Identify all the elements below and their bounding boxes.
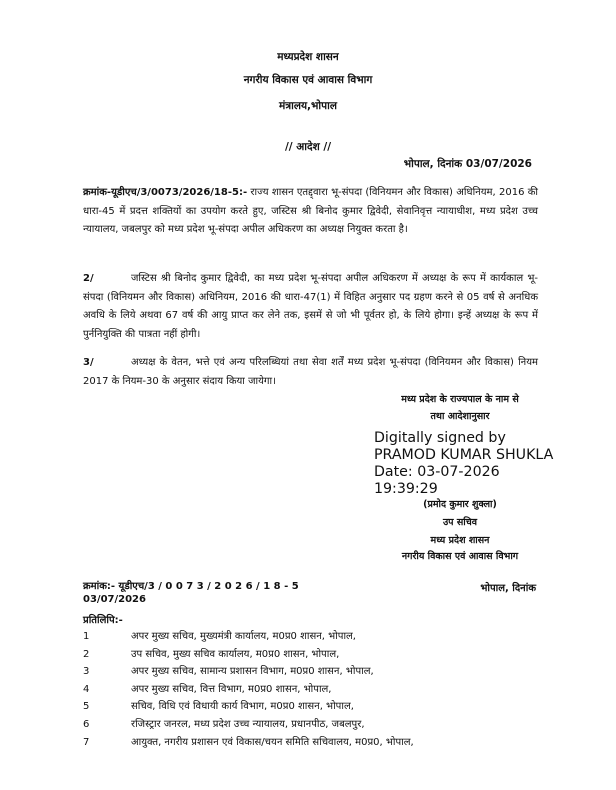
list-item-text: सचिव, विधि एवं विधायी कार्य विभाग, म0प्र0 शासन, भोपाल, xyxy=(131,701,354,713)
list-item-text: रजिस्ट्रार जनरल, मध्य प्रदेश उच्च न्यायालय, प्रधानपीठ, जबलपुर, xyxy=(131,718,365,730)
order-title: // आदेश // xyxy=(284,141,332,153)
signatory-government: मध्य प्रदेश शासन xyxy=(430,535,490,546)
digital-signature-date: Date: 03-07-2026 xyxy=(374,464,500,480)
list-item xyxy=(83,716,543,734)
list-item-number: 7 xyxy=(83,736,90,748)
list-item-number: 1 xyxy=(83,631,90,642)
digital-signature-signer: PRAMOD KUMAR SHUKLA xyxy=(374,447,554,463)
list-item-number: 3 xyxy=(83,666,90,678)
list-item-text: अपर मुख्य सचिव, सामान्य प्रशासन विभाग, म0प्र0 शासन, भोपाल, xyxy=(131,666,374,678)
list-item-number: 5 xyxy=(83,701,90,713)
digital-signature-block xyxy=(374,430,553,498)
endorsement-place: भोपाल, दिनांक xyxy=(480,583,536,594)
paragraph-2-number: 2/ xyxy=(83,273,94,284)
signatory-designation: उप सचिव xyxy=(442,517,478,528)
list-item xyxy=(83,734,543,752)
list-item xyxy=(83,646,543,664)
copies-label: प्रतिलिपि:- xyxy=(83,615,123,626)
paragraph-1-text: राज्य शासन एतद्द्वारा भू-संपदा (विनियमन और विकास) अधिनियम, 2016 की धारा-45 में प्रदत्त शक्तियों का उपयोग करते हुए, जस्टिस श्री बिनोद कुमार द्विवेदी, सेवानिवृत्त न्यायाधीश, मध्य प्रदेश उच्च न्यायालय, जबलपुर को मध्य प्रदेश भू-संपदा अपील अधिकरण का अध्यक्ष नियुक्त करता है। xyxy=(83,187,538,235)
list-item xyxy=(83,681,543,699)
endorsement-date: 03/07/2026 xyxy=(83,594,146,605)
paragraph-3-text: अध्यक्ष के वेतन, भत्ते एवं अन्य परिलब्धियां तथा सेवा शर्तें मध्य प्रदेश भू-संपदा (विनियमन और विकास) नियम 2017 के नियम-30 के अनुसार संदाय किया जायेगा। xyxy=(83,357,538,387)
list-item xyxy=(83,663,543,681)
digital-signature-time: 19:39:29 xyxy=(374,481,438,497)
list-item-number: 4 xyxy=(83,683,90,695)
signature-authority-line-2: तथा आदेशानुसार xyxy=(430,411,490,422)
signature-authority-line-1: मध्य प्रदेश के राज्यपाल के नाम से xyxy=(401,394,519,405)
order-place-date: भोपाल, दिनांक 03/07/2026 xyxy=(403,158,532,170)
copies-list xyxy=(83,628,543,751)
endorsement-reference: क्रमांक:- यूडीएच/3 / 0 0 7 3 / 2 0 2 6 / 1 8 - 5 xyxy=(83,581,299,592)
list-item-text: आयुक्त, नगरीय प्रशासन एवं विकास/चयन समिति सचिवालय, म0प्र0, भोपाल, xyxy=(131,736,414,748)
header-department: नगरीय विकास एवं आवास विभाग xyxy=(243,74,373,86)
paragraph-2-text: जस्टिस श्री बिनोद कुमार द्विवेदी, का मध्य प्रदेश भू-संपदा अपील अधिकरण में अध्यक्ष के रूप में कार्यकाल भू-संपदा (विनियमन और विकास) अधिनियम, 2016 की धारा-47(1) में विहित अनुसार पद ग्रहण करने से 05 वर्ष से अनधिक अवधि के लिये अथवा 67 वर्ष की आयु प्राप्त कर लेने तक, इसमें से जो भी पूर्वतर हो, के लिये होगा। इन्हें अध्यक्ष के रूप में पुर्ननियुक्ति की पात्रता नहीं होगी। xyxy=(83,273,538,340)
order-reference: क्रमांक-यूडीएच/3/0073/2026/18-5:- xyxy=(83,187,248,198)
paragraph-1 xyxy=(83,184,538,240)
header-government: मध्यप्रदेश शासन xyxy=(277,51,339,63)
list-item-number: 6 xyxy=(83,718,90,730)
list-item-text: अपर मुख्य सचिव, मुख्यमंत्री कार्यालय, म0प्र0 शासन, भोपाल, xyxy=(131,631,356,642)
list-item xyxy=(83,628,543,646)
digital-signature-line: Digitally signed by xyxy=(374,430,506,446)
paragraph-2 xyxy=(83,270,538,344)
paragraph-3 xyxy=(83,354,538,391)
list-item-number: 2 xyxy=(83,648,90,660)
signatory-name: (प्रमोद कुमार शुक्ला) xyxy=(423,499,497,510)
list-item xyxy=(83,698,543,716)
list-item-text: अपर मुख्य सचिव, वित्त विभाग, म0प्र0 शासन, भोपाल, xyxy=(131,683,332,695)
paragraph-3-number: 3/ xyxy=(83,357,94,368)
header-ministry: मंत्रालय,भोपाल xyxy=(279,100,337,112)
list-item-text: उप सचिव, मुख्य सचिव कार्यालय, म0प्र0 शासन, भोपाल, xyxy=(131,648,340,660)
signatory-department: नगरीय विकास एवं आवास विभाग xyxy=(401,551,519,562)
